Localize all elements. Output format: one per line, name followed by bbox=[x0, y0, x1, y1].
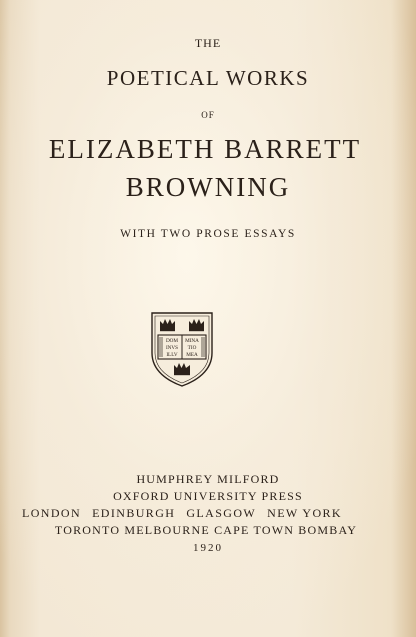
seal-book-text: ILLV bbox=[166, 352, 178, 358]
title-of: OF bbox=[201, 110, 215, 120]
city: GLASGOW bbox=[186, 506, 257, 520]
publication-year: 1920 bbox=[193, 542, 223, 554]
publisher-name: HUMPHREY MILFORD bbox=[136, 472, 280, 486]
imprint-cities-line2: TORONTO MELBOURNE CAPE TOWN BOMBAY bbox=[54, 523, 358, 537]
city: EDINBURGH bbox=[92, 506, 176, 520]
city: LONDON bbox=[22, 506, 82, 520]
seal-book-text: INVS bbox=[165, 345, 179, 351]
imprint-cities-line1 bbox=[22, 506, 342, 521]
press-name: OXFORD UNIVERSITY PRESS bbox=[113, 489, 303, 503]
author-name-line2: BROWNING bbox=[125, 172, 291, 202]
seal-book-text: TIO bbox=[187, 345, 197, 351]
open-book-icon bbox=[158, 335, 206, 359]
seal-book-text: DOM bbox=[165, 338, 179, 344]
oxford-university-arms-icon bbox=[150, 311, 214, 387]
book-subtitle: WITH TWO PROSE ESSAYS bbox=[120, 228, 296, 240]
author-name-line1: ELIZABETH BARRETT bbox=[48, 134, 362, 164]
seal-book-text: MINA bbox=[185, 338, 199, 344]
city: NEW YORK bbox=[267, 506, 342, 520]
book-title: POETICAL WORKS bbox=[106, 66, 310, 90]
title-article: THE bbox=[194, 36, 222, 50]
seal-book-text: MEA bbox=[186, 352, 198, 358]
